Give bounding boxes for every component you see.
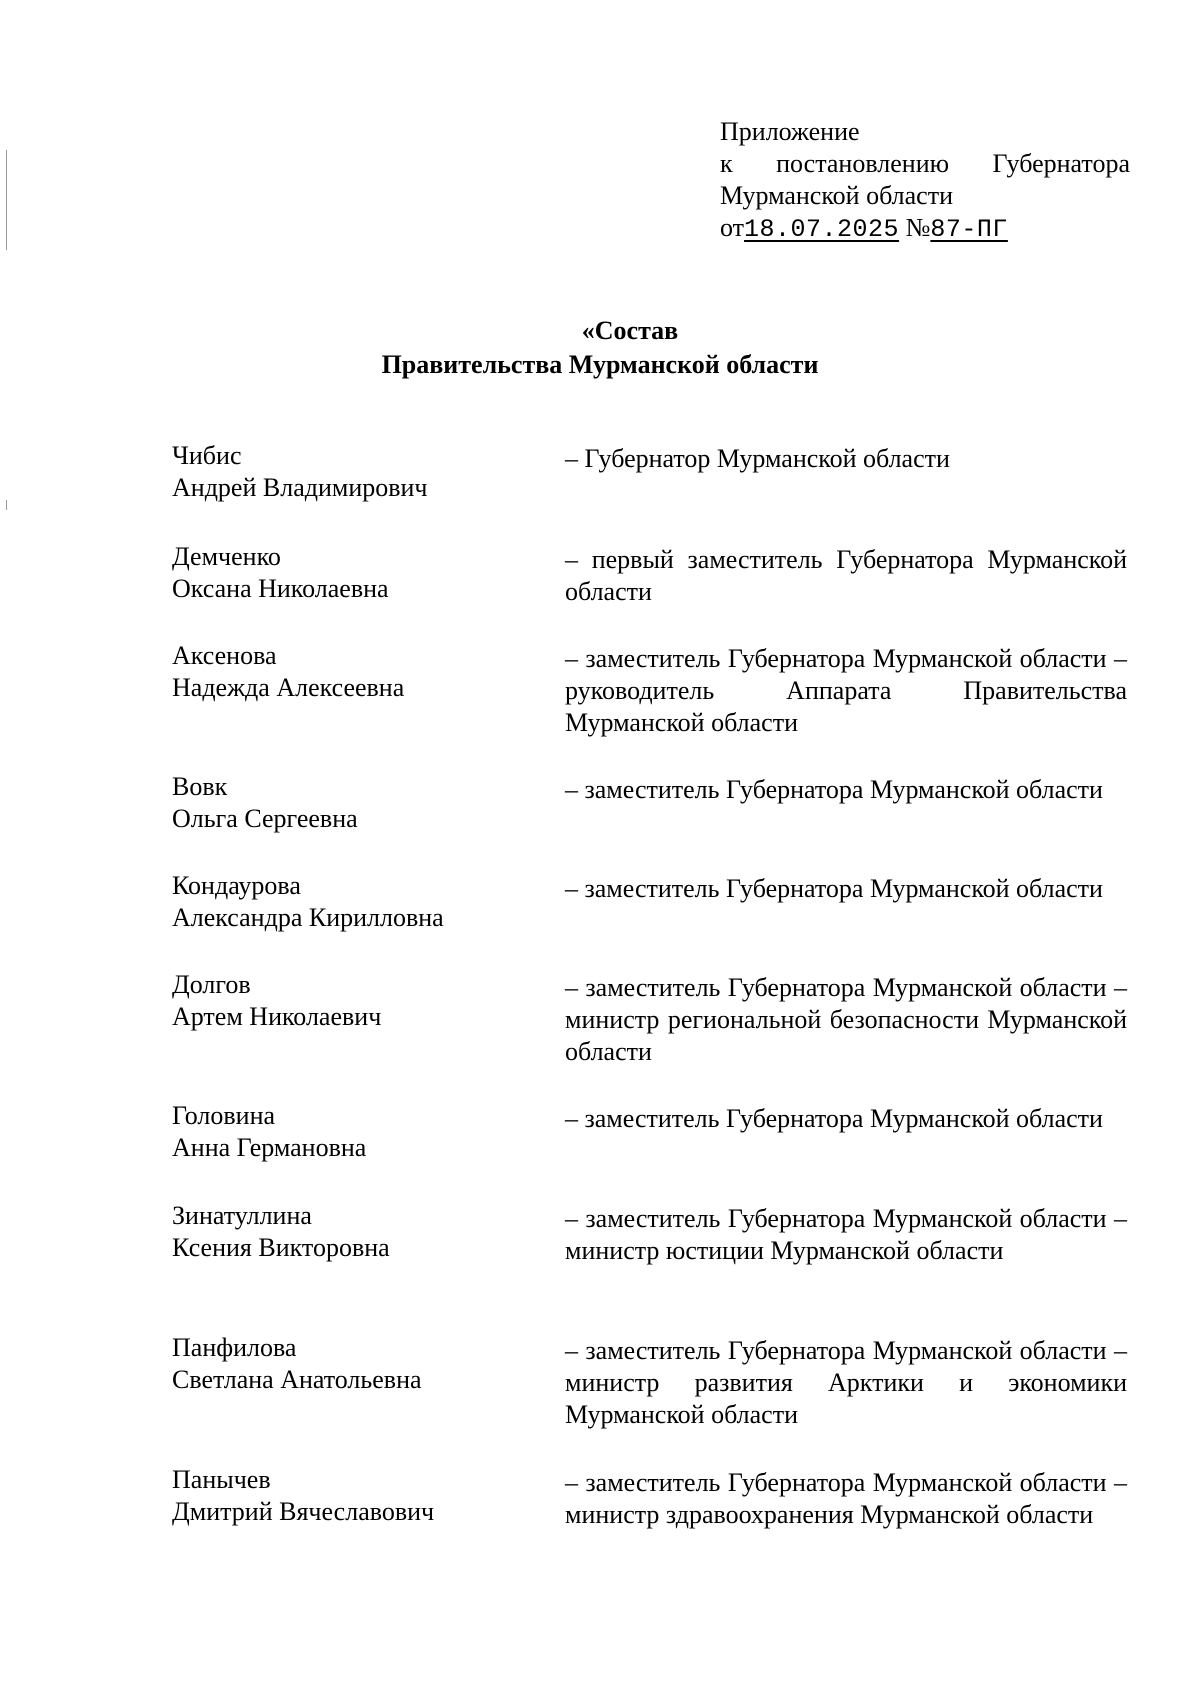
title-line-2: Правительства Мурманской области bbox=[381, 350, 819, 379]
member-role: – заместитель Губернатора Мурманской области – министр региональной безопасности Мурманской области bbox=[565, 973, 1127, 1066]
member-surname: Зинатуллина bbox=[172, 1201, 312, 1230]
decree-number: 87-ПГ bbox=[930, 215, 1008, 244]
date-prefix: от bbox=[720, 213, 745, 242]
member-name bbox=[172, 969, 532, 1033]
member-name bbox=[172, 1464, 532, 1528]
appendix-date-line bbox=[720, 212, 1130, 246]
member-given-names: Анна Германовна bbox=[172, 1133, 367, 1162]
member-surname: Демченко bbox=[172, 542, 281, 571]
member-given-names: Ольга Сергеевна bbox=[172, 804, 358, 833]
appendix-reference: к постановлению Губернатора bbox=[720, 149, 1130, 178]
title-line-1: «Состав bbox=[581, 316, 679, 345]
member-role: – заместитель Губернатора Мурманской области – руководитель Аппарата Правительства Мурманской области bbox=[565, 644, 1127, 737]
appendix-header bbox=[720, 116, 1130, 246]
scan-margin-mark bbox=[6, 500, 7, 510]
member-surname: Панычев bbox=[172, 1465, 271, 1494]
scan-margin-mark bbox=[6, 150, 7, 250]
member-surname: Кондаурова bbox=[172, 871, 301, 900]
member-name bbox=[172, 440, 532, 504]
member-role: – заместитель Губернатора Мурманской области – министр здравоохранения Мурманской области bbox=[565, 1468, 1127, 1529]
member-role: – заместитель Губернатора Мурманской области bbox=[565, 775, 1103, 804]
decree-date: 18.07.2025 bbox=[744, 215, 900, 244]
member-name bbox=[172, 541, 532, 605]
member-role: – первый заместитель Губернатора Мурманской области bbox=[565, 545, 1127, 606]
member-role: – заместитель Губернатора Мурманской области bbox=[565, 874, 1103, 903]
member-surname: Чибис bbox=[172, 441, 242, 470]
member-surname: Аксенова bbox=[172, 641, 277, 670]
appendix-label: Приложение bbox=[720, 117, 860, 146]
member-given-names: Ксения Викторовна bbox=[172, 1233, 390, 1262]
member-name bbox=[172, 1100, 532, 1164]
member-surname: Долгов bbox=[172, 970, 251, 999]
appendix-region: Мурманской области bbox=[720, 181, 953, 210]
member-name bbox=[172, 640, 532, 704]
member-given-names: Надежда Алексеевна bbox=[172, 673, 405, 702]
member-role: – Губернатор Мурманской области bbox=[565, 444, 950, 473]
member-given-names: Артем Николаевич bbox=[172, 1002, 382, 1031]
member-given-names: Светлана Анатольевна bbox=[172, 1365, 422, 1394]
member-name bbox=[172, 1332, 532, 1396]
member-role: – заместитель Губернатора Мурманской области – министр развития Арктики и экономики Мурманской области bbox=[565, 1336, 1127, 1429]
member-given-names: Оксана Николаевна bbox=[172, 574, 389, 603]
member-name bbox=[172, 870, 532, 934]
member-name bbox=[172, 1200, 532, 1264]
member-role: – заместитель Губернатора Мурманской области – министр юстиции Мурманской области bbox=[565, 1204, 1127, 1265]
member-surname: Панфилова bbox=[172, 1333, 297, 1362]
member-surname: Вовк bbox=[172, 772, 228, 801]
member-surname: Головина bbox=[172, 1101, 276, 1130]
member-role: – заместитель Губернатора Мурманской области bbox=[565, 1104, 1103, 1133]
member-given-names: Александра Кирилловна bbox=[172, 903, 444, 932]
document-title bbox=[0, 314, 1200, 382]
member-given-names: Дмитрий Вячеславович bbox=[172, 1497, 435, 1526]
member-name bbox=[172, 771, 532, 835]
member-given-names: Андрей Владимирович bbox=[172, 473, 428, 502]
number-prefix: № bbox=[905, 213, 931, 242]
